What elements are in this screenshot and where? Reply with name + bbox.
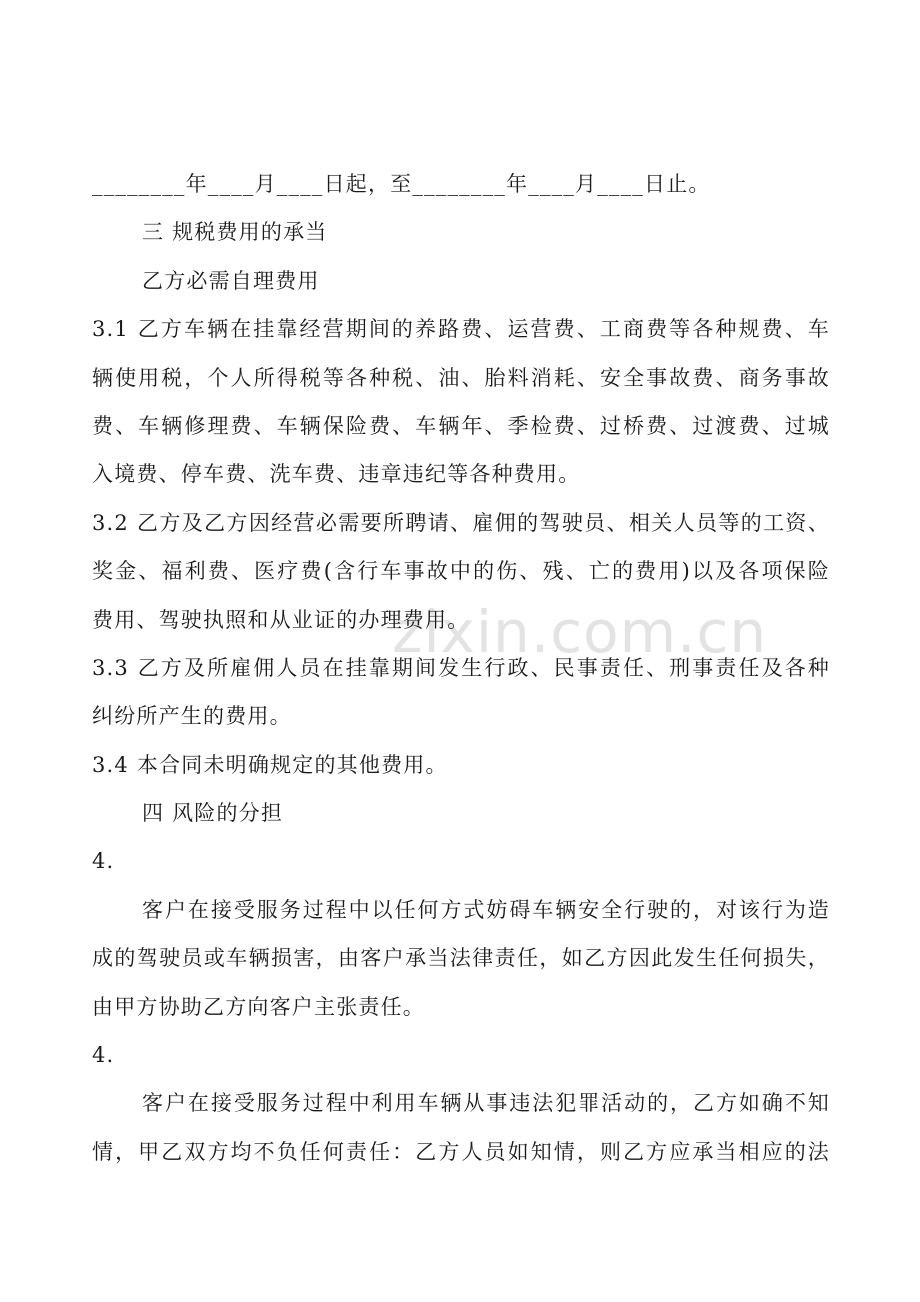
clause-3-2-line-3: 费用、驾驶执照和从业证的办理费用。 [92, 607, 470, 632]
clause-4-a-line-1: 客户在接受服务过程中以任何方式妨碍车辆安全行驶的，对该行为造 [142, 897, 830, 922]
clause-3-3-line-1: 3.3 乙方及所雇佣人员在挂靠期间发生行政、民事责任、刑事责任及各种 [92, 655, 830, 680]
section-3-intro: 乙方必需自理费用 [142, 268, 320, 293]
clause-4-b-line-1: 客户在接受服务过程中利用车辆从事违法犯罪活动的，乙方如确不知 [142, 1091, 830, 1116]
section-3-heading: 三 规税费用的承当 [142, 220, 328, 245]
clause-3-2-line-1: 3.2 乙方及乙方因经营必需要所聘请、雇佣的驾驶员、相关人员等的工资、 [92, 510, 830, 535]
clause-3-1-line-3: 费、车辆修理费、车辆保险费、车辆年、季检费、过桥费、过渡费、过城 [92, 413, 830, 438]
clause-3-1-line-1: 3.1 乙方车辆在挂靠经营期间的养路费、运营费、工商费等各种规费、车 [92, 317, 830, 342]
document-page [92, 160, 830, 1176]
clause-3-4: 3.4 本合同未明确规定的其他费用。 [92, 752, 448, 777]
clause-4-number-b: 4. [92, 1043, 115, 1068]
clause-4-number-a: 4. [92, 849, 115, 874]
section-4-heading: 四 风险的分担 [142, 801, 284, 826]
date-range-line: ________年____月____日起，至________年____月____日止。 [92, 172, 711, 196]
clause-3-3-line-2: 纠纷所产生的费用。 [92, 704, 292, 729]
clause-4-b-line-2: 情，甲乙双方均不负任何责任：乙方人员如知情，则乙方应承当相应的法 [92, 1139, 830, 1164]
watermark: zixin.com.cn [392, 598, 768, 666]
clause-3-1-line-2: 辆使用税，个人所得税等各种税、油、胎料消耗、安全事故费、商务事故 [92, 365, 830, 390]
clause-3-1-line-4: 入境费、停车费、洗车费、违章违纪等各种费用。 [92, 462, 581, 487]
clause-4-a-line-3: 由甲方协助乙方向客户主张责任。 [92, 994, 425, 1019]
clause-4-a-line-2: 成的驾驶员或车辆损害，由客户承当法律责任，如乙方因此发生任何损失， [92, 946, 830, 971]
clause-3-2-line-2: 奖金、福利费、医疗费(含行车事故中的伤、残、亡的费用)以及各项保险 [92, 559, 830, 584]
